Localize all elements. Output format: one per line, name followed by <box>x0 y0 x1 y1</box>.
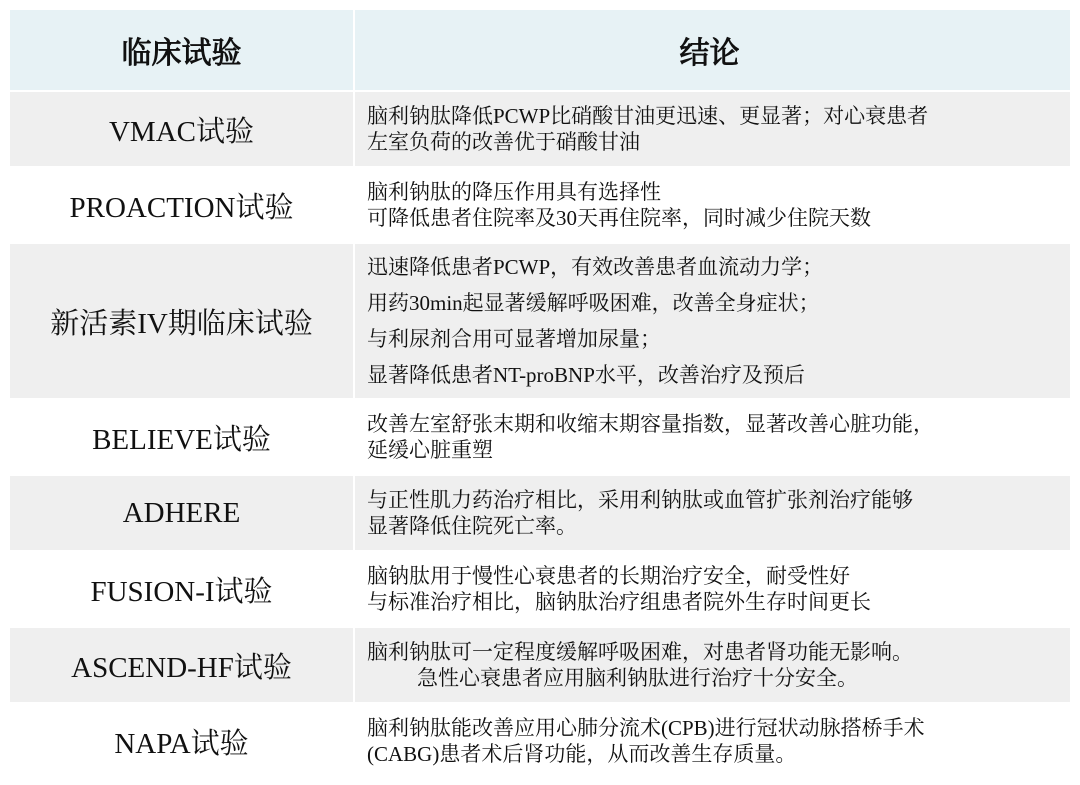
conclusion <box>355 628 1070 702</box>
conclusion-line: 急性心衰患者应用脑利钠肽进行治疗十分安全。 <box>417 666 858 690</box>
header-conclusion: 结论 <box>679 36 740 71</box>
trial-name: 新活素IV期临床试验 <box>10 244 355 398</box>
table-header <box>10 8 1070 90</box>
conclusion <box>355 552 1070 626</box>
trial-name: ADHERE <box>10 476 355 550</box>
conclusion-line: 用药30min起显著缓解呼吸困难，改善全身症状； <box>367 291 820 315</box>
trial-name: FUSION-I试验 <box>10 552 355 626</box>
table-row <box>10 166 1070 242</box>
conclusion-line: 脑利钠肽可一定程度缓解呼吸困难，对患者肾功能无影响。 <box>367 640 913 664</box>
conclusion-line: 脑钠肽用于慢性心衰患者的长期治疗安全，耐受性好 <box>367 564 850 588</box>
conclusion-line: 与利尿剂合用可显著增加尿量； <box>367 327 661 351</box>
conclusion-line: 显著降低住院死亡率。 <box>367 514 577 538</box>
conclusion <box>355 704 1070 778</box>
table-row <box>10 398 1070 474</box>
table-row <box>10 90 1070 166</box>
table-row <box>10 242 1070 398</box>
conclusion-line: 可降低患者住院率及30天再住院率，同时减少住院天数 <box>367 206 871 230</box>
conclusion <box>355 92 1070 166</box>
conclusion <box>355 168 1070 242</box>
trial-name: BELIEVE试验 <box>10 400 355 474</box>
trials-table <box>10 8 1070 778</box>
conclusion-line: (CABG)患者术后肾功能，从而改善生存质量。 <box>367 742 797 766</box>
trial-name: VMAC试验 <box>10 92 355 166</box>
conclusion-line: 延缓心脏重塑 <box>367 438 493 462</box>
conclusion-line: 显著降低患者NT-proBNP水平，改善治疗及预后 <box>367 363 805 387</box>
table-row <box>10 550 1070 626</box>
table-row <box>10 626 1070 702</box>
table-row <box>10 702 1070 778</box>
trial-name: PROACTION试验 <box>10 168 355 242</box>
trial-name: ASCEND-HF试验 <box>10 628 355 702</box>
header-trial: 临床试验 <box>10 10 355 90</box>
conclusion-line: 脑利钠肽的降压作用具有选择性 <box>367 180 661 204</box>
conclusion-line: 迅速降低患者PCWP，有效改善患者血流动力学； <box>367 255 824 279</box>
conclusion <box>355 400 1070 474</box>
conclusion-line: 与正性肌力药治疗相比，采用利钠肽或血管扩张剂治疗能够 <box>367 488 913 512</box>
conclusion-line: 左室负荷的改善优于硝酸甘油 <box>367 130 640 154</box>
conclusion-line: 改善左室舒张末期和收缩末期容量指数，显著改善心脏功能， <box>367 412 934 436</box>
conclusion <box>355 476 1070 550</box>
conclusion-line: 与标准治疗相比，脑钠肽治疗组患者院外生存时间更长 <box>367 590 871 614</box>
conclusion <box>355 244 1070 398</box>
trial-name: NAPA试验 <box>10 704 355 778</box>
conclusion-line: 脑利钠肽能改善应用心肺分流术(CPB)进行冠状动脉搭桥手术 <box>367 716 925 740</box>
table-row <box>10 474 1070 550</box>
conclusion-line: 脑利钠肽降低PCWP比硝酸甘油更迅速、更显著；对心衰患者 <box>367 104 929 128</box>
